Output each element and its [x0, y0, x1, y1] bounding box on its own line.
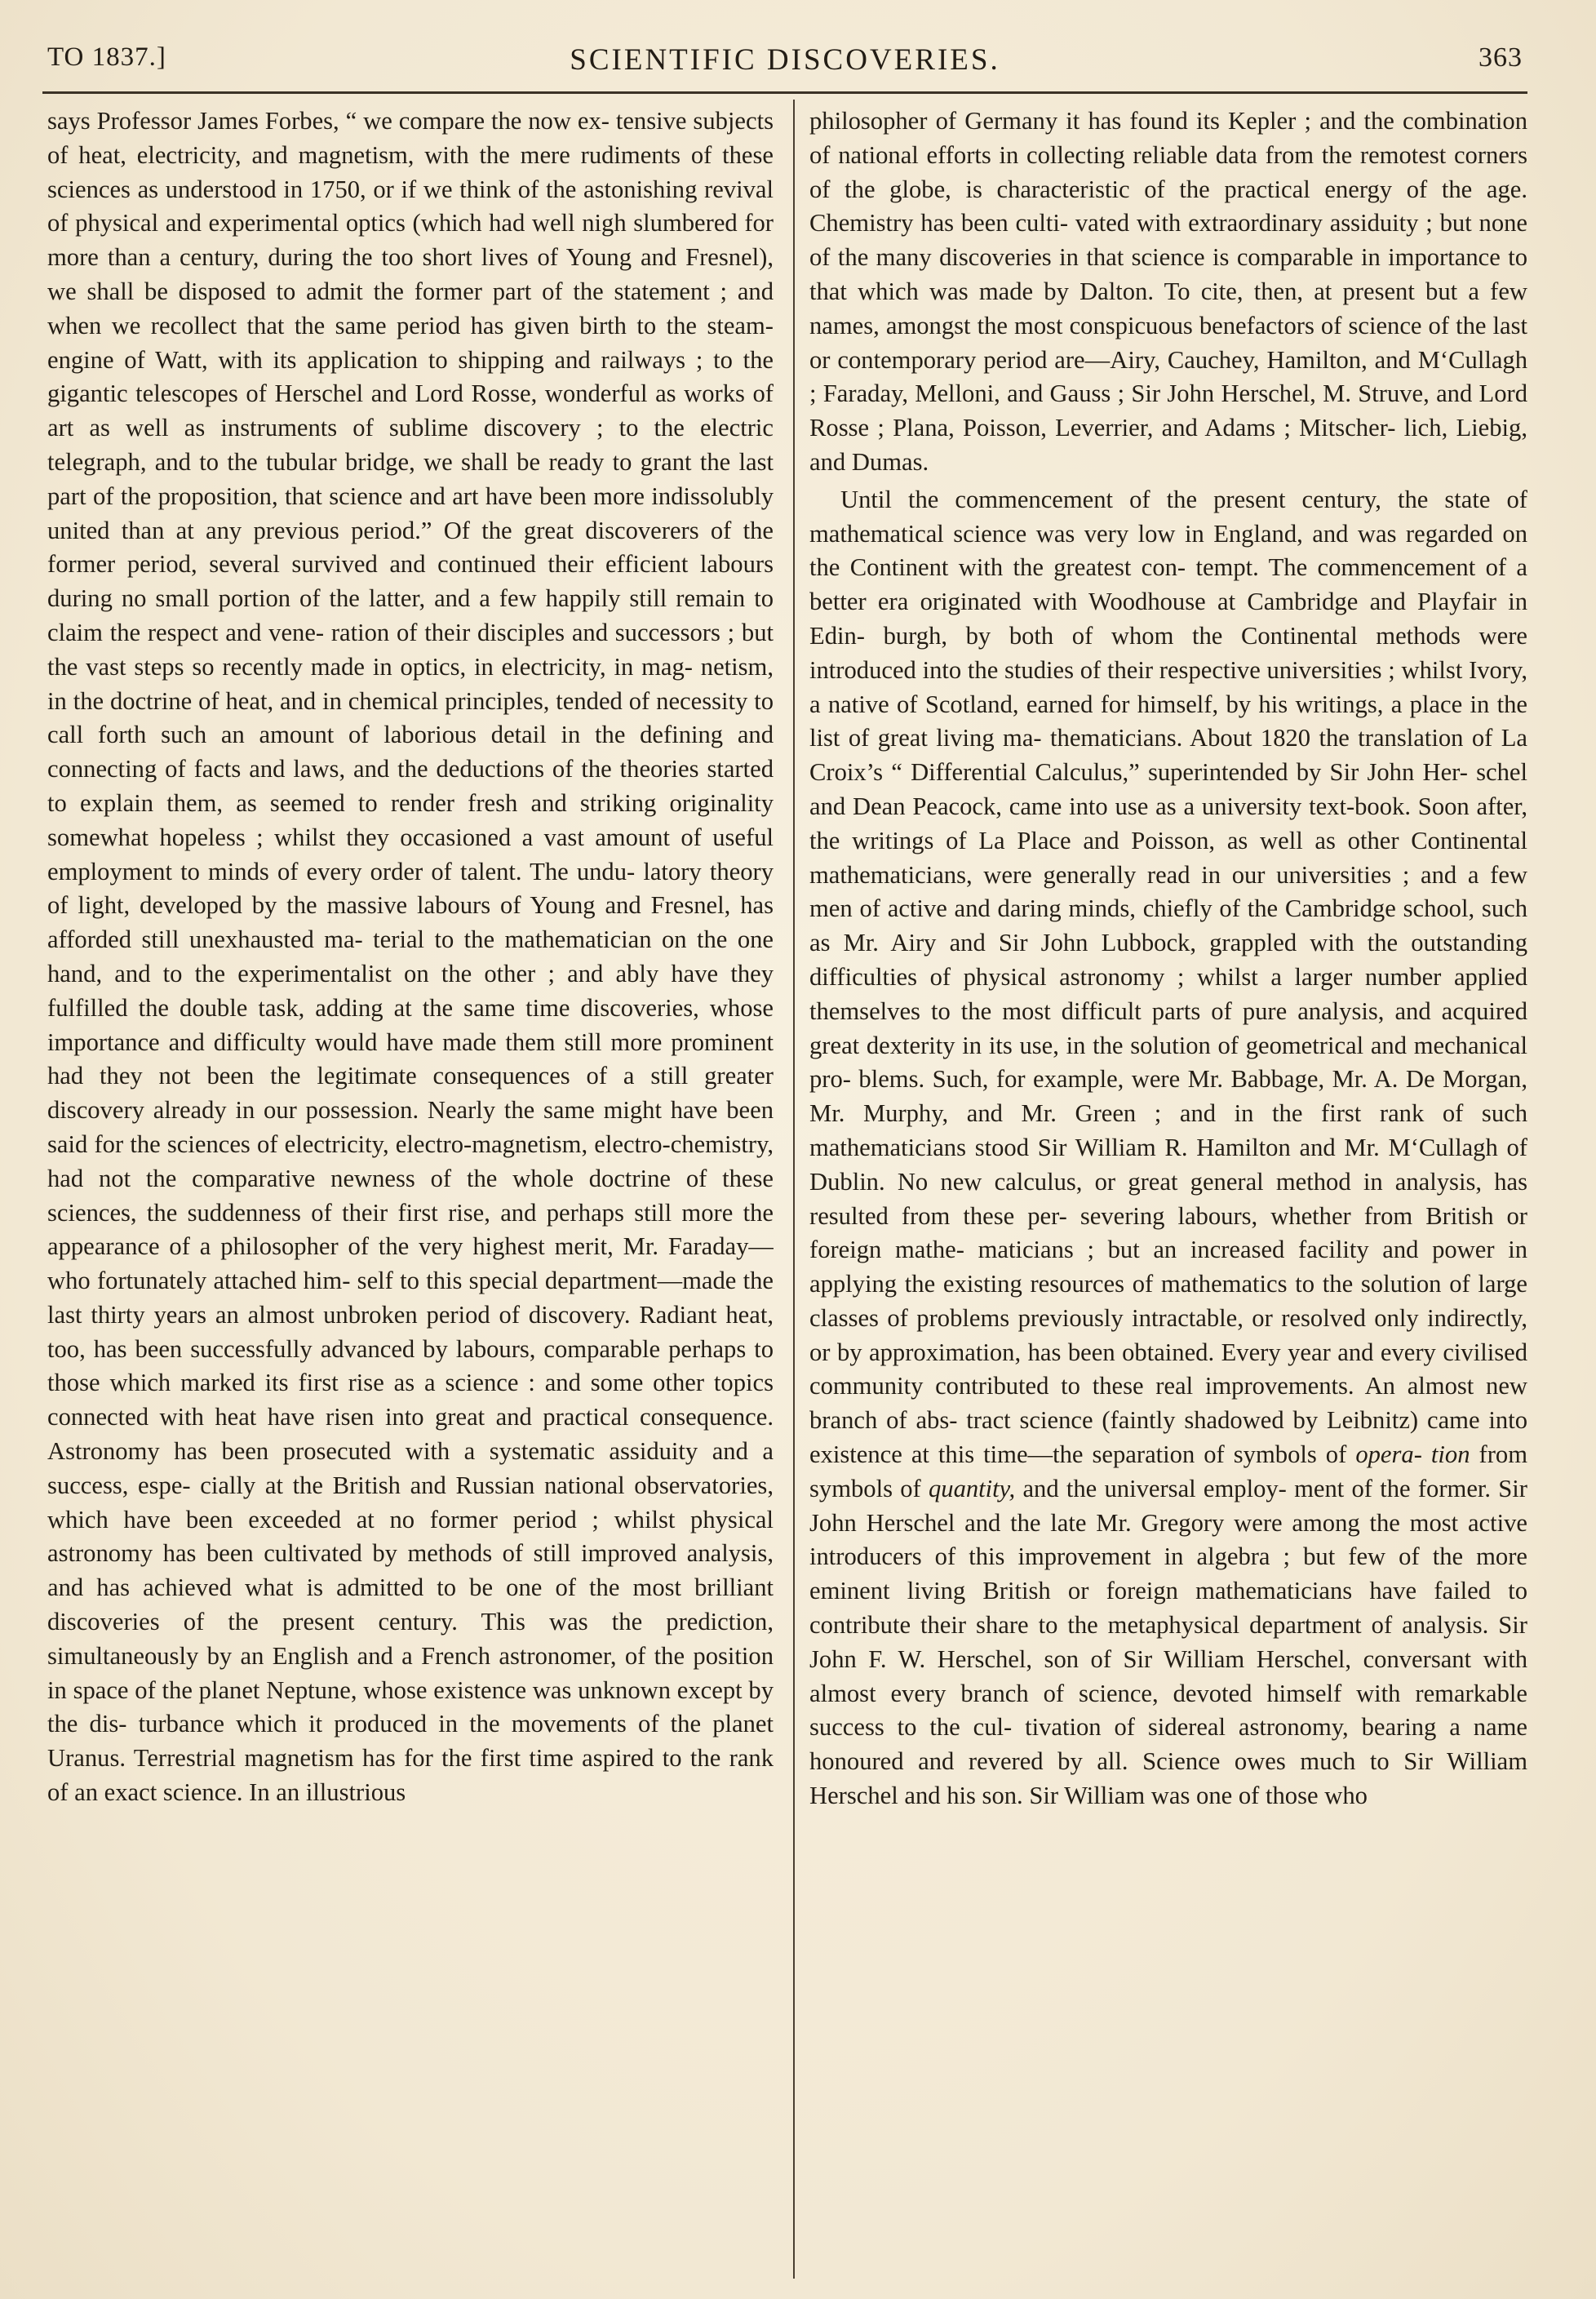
right-paragraph-2	[809, 483, 1527, 1813]
right-column	[809, 104, 1527, 2283]
page-number: 363	[1479, 42, 1523, 73]
right-paragraph-2-part-2: and the universal employ- ment of the former. Sir John Herschel and the late Mr. Gregory were among the most active introducers of this improvement in algebra ; but few of the more eminent living British or foreign mathematicians have failed to contribute their share to the metaphysical department of analysis. Sir John F. W. Herschel, son of Sir William Herschel, conversant with almost every branch of science, devoted himself with remarkable success to the cul- tivation of sidereal astronomy, bearing a name honoured and revered by all. Science owes much to Sir William Herschel and his son. Sir William was one of those who	[809, 1474, 1527, 1810]
right-paragraph-1: philosopher of Germany it has found its Kepler ; and the combination of national efforts in collecting reliable data from the remotest corners of the globe, is characteristic of the practical energy of the age. Chemistry has been culti- vated with extraordinary assiduity ; but none of the many discoveries in that science is comparable in importance to that which was made by Dalton. To cite, then, at present but a few names, amongst the most conspicuous benefactors of science of the last or contemporary period are—Airy, Cauchey, Hamilton, and M‘Cullagh ; Faraday, Melloni, and Gauss ; Sir John Herschel, M. Struve, and Lord Rosse ; Plana, Poisson, Leverrier, and Adams ; Mitscher- lich, Liebig, and Dumas.	[809, 107, 1527, 476]
header-title: SCIENTIFIC DISCOVERIES.	[570, 43, 1000, 77]
left-paragraph-1: says Professor James Forbes, “ we compare the now ex- tensive subjects of heat, electricity, and magnetism, with the mere rudiments of these sciences as understood in 1750, or if we think of the astonishing revival of physical and experimental optics (which had well nigh slumbered for more than a century, during the too short lives of Young and Fresnel), we shall be disposed to admit the former part of the statement ; and when we recollect that the same period has given birth to the steam-engine of Watt, with its application to shipping and railways ; to the gigantic telescopes of Herschel and Lord Rosse, wonderful as works of art as well as instruments of sublime discovery ; to the electric telegraph, and to the tubular bridge, we shall be ready to grant the last part of the proposition, that science and art have been more indissolubly united than at any previous period.” Of the great discoverers of the former period, several survived and continued their efficient labours during no small portion of the latter, and a few happily still remain to claim the respect and vene- ration of their disciples and successors ; but the vast steps so recently made in optics, in electricity, in mag- netism, in the doctrine of heat, and in chemical principles, tended of necessity to call forth such an amount of laborious detail in the defining and connecting of facts and laws, and the deductions of the theories started to explain them, as seemed to render fresh and striking originality somewhat hopeless ; whilst they occasioned a vast amount of useful employment to minds of every order of talent. The undu- latory theory of light, developed by the massive labours of Young and Fresnel, has afforded still unexhausted ma- terial to the mathematician on the one hand, and to the experimentalist on the other ; and ably have they fulfilled the double task, adding at the same time discoveries, whose importance and difficulty would have made them still more prominent had they not been the legitimate consequences of a still greater discovery already in our possession. Nearly the same might have been said for the sciences of electricity, electro-magnetism, electro-chemistry, had not the comparative newness of the whole doctrine of these sciences, the suddenness of their first rise, and perhaps still more the appearance of a philosopher of the very highest merit, Mr. Faraday—who fortunately attached him- self to this special department—made the last thirty years an almost unbroken period of discovery. Radiant heat, too, has been successfully advanced by labours, comparable perhaps to those which marked its first rise as a science : and some other topics connected with heat have risen into great and practical consequence. Astronomy has been prosecuted with a systematic assiduity and a success, espe- cially at the British and Russian national observatories, which have been exceeded at no former period ; whilst physical astronomy has been cultivated by methods of still improved analysis, and has achieved what is admitted to be one of the most brilliant discoveries of the present century. This was the prediction, simultaneously by an English and a French astronomer, of the position in space of the planet Neptune, whose existence was unknown except by the dis- turbance which it produced in the movements of the planet Uranus. Terrestrial magnetism has for the first time aspired to the rank of an exact science. In an illustrious	[47, 107, 774, 1807]
italic-quantity: quantity,	[928, 1474, 1016, 1502]
text-from-symbols: from symbols of	[809, 1440, 1527, 1502]
italic-operation: opera- tion	[1355, 1440, 1470, 1469]
right-paragraph-2-part-1: Until the commencement of the present century, the state of mathematical science was very low in England, and was regarded on the Continent with the greatest con- tempt. The commencement of a better era originated with Woodhouse at Cambridge and Playfair in Edin- burgh, by both of whom the Continental methods were introduced into the studies of their respective universities ; whilst Ivory, a native of Scotland, earned for himself, by his writings, a place in the list of great living ma- thematicians. About 1820 the translation of La Croix’s “ Differential Calculus,” superintended by Sir John Her- schel and Dean Peacock, came into use as a university text-book. Soon after, the writings of La Place and Poisson, as well as other Continental mathematicians, were generally read in our universities ; and a few men of active and daring minds, chiefly of the Cambridge school, such as Mr. Airy and Sir John Lubbock, grappled with the outstanding difficulties of physical astronomy ; whilst a larger number applied themselves to the most difficult parts of pure analysis, and acquired great dexterity in its use, in the solution of geometrical and mechanical pro- blems. Such, for example, were Mr. Babbage, Mr. A. De Morgan, Mr. Murphy, and Mr. Green ; and in the first rank of such mathematicians stood Sir William R. Hamilton and Mr. M‘Cullagh of Dublin. No new calculus, or great general method in analysis, has resulted from these per- severing labours, whether from British or foreign mathe- maticians ; but an increased facility and power in applying the existing resources of mathematics to the solution of large classes of problems previously intractable, or resolved only indirectly, or by approximation, has been obtained. Every year and every civilised community contributed to these real improvements. An almost new branch of abs- tract science (faintly shadowed by Leibnitz) came into existence at this time—the separation of symbols of	[809, 485, 1527, 1469]
left-column	[47, 104, 774, 2283]
header-date-range: TO 1837.]	[47, 42, 166, 72]
running-header	[47, 42, 1523, 83]
column-divider	[793, 100, 795, 2279]
header-rule	[42, 91, 1527, 94]
